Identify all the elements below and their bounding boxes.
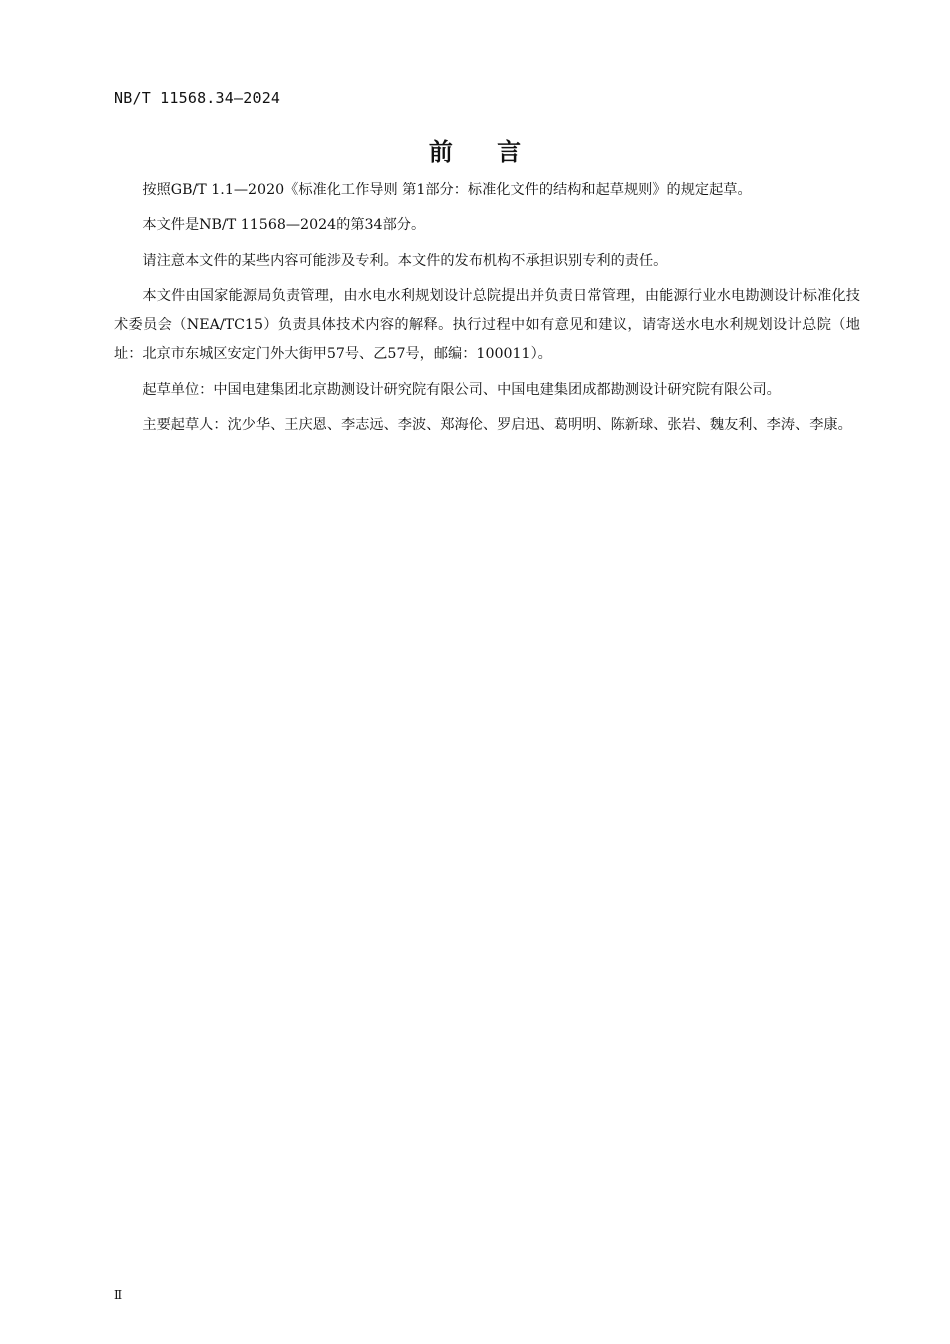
paragraph-management: 本文件由国家能源局负责管理，由水电水利规划设计总院提出并负责日常管理，由能源行业水电勘测设计标准化技术委员会（NEA/TC15）负责具体技术内容的解释。执行过程中如有意见和建议，请寄送水电水利规划设计总院（地址：北京市东城区安定门外大街甲57号、乙57号，邮编：100011）。 xyxy=(114,287,860,363)
foreword-body xyxy=(114,176,860,446)
paragraph-patent-notice: 请注意本文件的某些内容可能涉及专利。本文件的发布机构不承担识别专利的责任。 xyxy=(142,252,668,269)
paragraph-drafting-rules: 按照GB/T 1.1—2020《标准化工作导则 第1部分：标准化文件的结构和起草规则》的规定起草。 xyxy=(142,182,752,198)
paragraph-part-number: 本文件是NB/T 11568—2024的第34部分。 xyxy=(142,217,426,234)
document-code: NB/T 11568.34—2024 xyxy=(114,89,281,107)
page-number: Ⅱ xyxy=(114,1288,123,1302)
page-title: 前 言 xyxy=(428,138,540,166)
paragraph-drafting-units: 起草单位：中国电建集团北京勘测设计研究院有限公司、中国电建集团成都勘测设计研究院有限公司。 xyxy=(142,381,781,398)
paragraph-drafters: 主要起草人：沈少华、王庆恩、李志远、李波、郑海伦、罗启迅、葛明明、陈新球、张岩、魏友利、李涛、李康。 xyxy=(142,417,852,434)
